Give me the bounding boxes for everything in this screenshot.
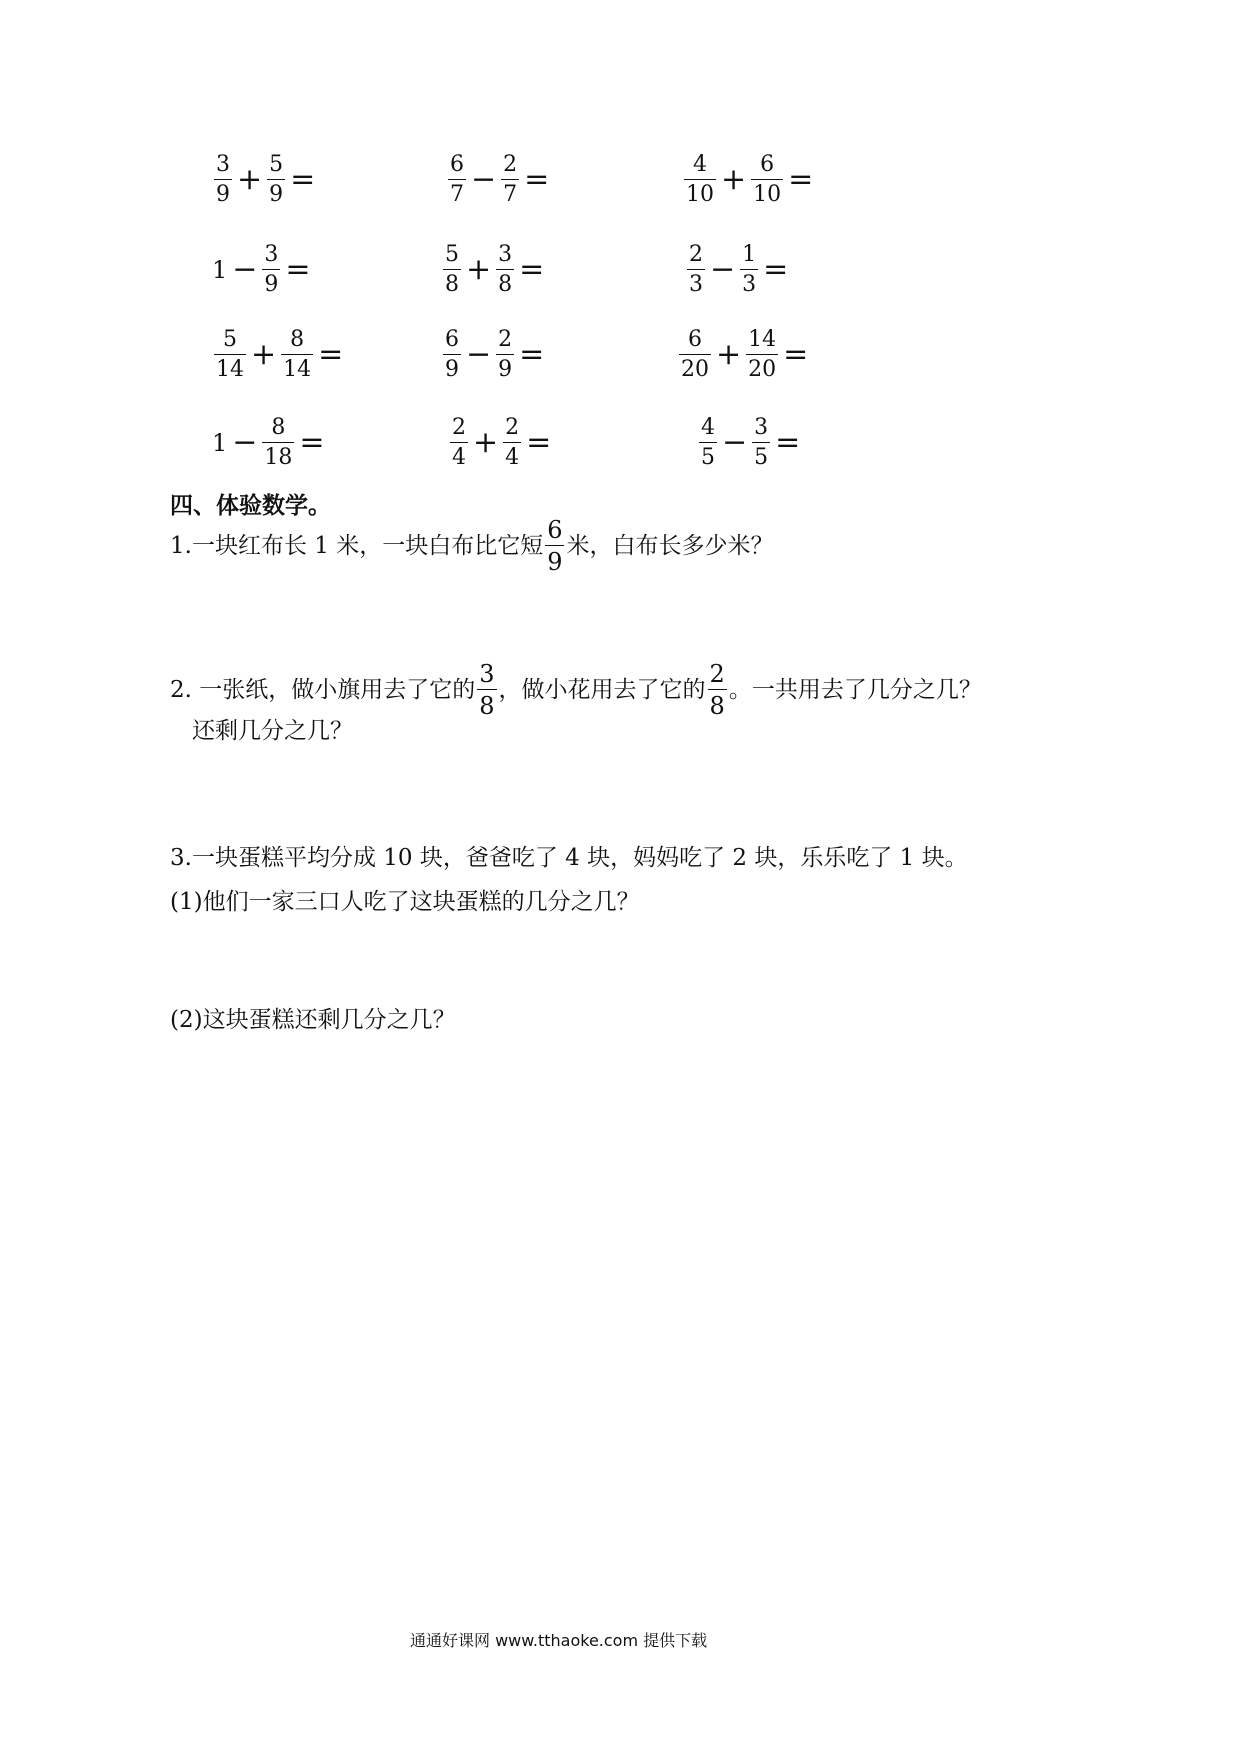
fraction-denominator: 10 — [686, 182, 714, 207]
whole-number: 1 — [212, 256, 228, 284]
exercise-1 — [212, 154, 318, 206]
fraction-denominator: 18 — [264, 445, 293, 470]
question-2 — [170, 662, 982, 718]
minus-sign: − — [722, 425, 748, 460]
fraction-bar — [699, 442, 717, 443]
exercise-7 — [212, 329, 346, 381]
fraction-bar — [752, 442, 770, 443]
fraction-bar — [262, 269, 280, 270]
exercise-4 — [212, 244, 314, 296]
fraction-denominator: 9 — [269, 182, 284, 207]
fraction — [496, 329, 514, 381]
equals-sign: = — [285, 252, 311, 287]
fraction — [751, 154, 783, 206]
fraction-bar — [708, 689, 727, 690]
fraction-numerator: 4 — [701, 415, 715, 440]
fraction-numerator: 2 — [498, 327, 513, 352]
fraction-denominator: 9 — [264, 272, 279, 297]
fraction-bar — [281, 354, 313, 355]
exercise-3 — [682, 154, 816, 206]
fraction-bar — [503, 442, 521, 443]
fraction-denominator: 8 — [498, 272, 513, 297]
fraction-numerator: 2 — [689, 242, 703, 267]
fraction-bar — [501, 179, 519, 180]
fraction — [262, 417, 294, 469]
exercise-12 — [697, 417, 803, 469]
fraction-numerator: 6 — [547, 516, 563, 544]
fraction — [262, 244, 280, 296]
fraction — [450, 417, 468, 469]
fraction — [503, 417, 521, 469]
question-2-fraction-1 — [477, 662, 496, 718]
fraction — [687, 244, 705, 296]
equals-sign: = — [763, 252, 789, 287]
equals-sign: = — [524, 162, 550, 197]
exercise-8 — [441, 329, 547, 381]
fraction-numerator: 1 — [742, 242, 757, 267]
plus-sign: + — [473, 425, 499, 460]
fraction-bar — [443, 354, 461, 355]
minus-sign: − — [710, 252, 736, 287]
exercise-5 — [441, 244, 547, 296]
fraction-denominator: 8 — [709, 692, 725, 720]
fraction-denominator: 14 — [283, 357, 312, 382]
minus-sign: − — [466, 337, 492, 372]
question-1-text-after: 米，白布长多少米？ — [566, 532, 774, 559]
fraction-denominator: 4 — [452, 445, 466, 470]
equals-sign: = — [299, 425, 325, 460]
question-2-text-after: 。一共用去了几分之几？ — [728, 676, 982, 703]
fraction-denominator: 7 — [450, 182, 464, 207]
equals-sign: = — [526, 425, 552, 460]
exercise-6 — [685, 244, 791, 296]
fraction-bar — [679, 354, 711, 355]
fraction-bar — [214, 354, 246, 355]
fraction-bar — [477, 689, 496, 690]
fraction — [443, 244, 461, 296]
footer-credit: 通通好课网 www.tthaoke.com 提供下载 — [410, 1631, 708, 1650]
minus-sign: − — [471, 162, 497, 197]
equals-sign: = — [318, 337, 344, 372]
exercise-11 — [448, 417, 554, 469]
fraction-denominator: 14 — [216, 357, 244, 382]
fraction — [214, 154, 232, 206]
question-1 — [170, 518, 773, 574]
fraction-denominator: 9 — [445, 357, 459, 382]
fraction-denominator: 4 — [505, 445, 520, 470]
question-1-fraction — [545, 518, 564, 574]
fraction-bar — [684, 179, 716, 180]
fraction-bar — [545, 545, 564, 546]
equals-sign: = — [519, 337, 545, 372]
fraction-numerator: 5 — [223, 327, 237, 352]
question-3-part-2: (2)这块蛋糕还剩几分之几？ — [170, 1007, 456, 1033]
fraction-numerator: 6 — [688, 327, 702, 352]
fraction-numerator: 2 — [505, 415, 520, 440]
exercise-9 — [677, 329, 811, 381]
question-2-text-middle: ，做小花用去了它的 — [498, 676, 706, 703]
fraction-bar — [496, 269, 514, 270]
exercise-10 — [212, 417, 328, 469]
fraction-bar — [687, 269, 705, 270]
fraction-numerator: 3 — [754, 415, 769, 440]
fraction-denominator: 3 — [742, 272, 757, 297]
fraction — [679, 329, 711, 381]
fraction-bar — [751, 179, 783, 180]
fraction-denominator: 8 — [445, 272, 459, 297]
fraction-numerator: 6 — [760, 152, 775, 177]
fraction-numerator: 3 — [216, 152, 230, 177]
fraction-numerator: 8 — [290, 327, 305, 352]
fraction-denominator: 3 — [689, 272, 703, 297]
question-3-part-1: (1)他们一家三口人吃了这块蛋糕的几分之几？ — [170, 889, 640, 915]
minus-sign: − — [232, 252, 258, 287]
minus-sign: − — [232, 425, 258, 460]
fraction-numerator: 6 — [450, 152, 464, 177]
fraction — [746, 329, 778, 381]
fraction-numerator: 5 — [445, 242, 459, 267]
plus-sign: + — [251, 337, 277, 372]
equals-sign: = — [519, 252, 545, 287]
fraction — [496, 244, 514, 296]
equals-sign: = — [788, 162, 814, 197]
question-1-text-before: 1.一块红布长 1 米，一块白布比它短 — [170, 532, 544, 559]
fraction — [740, 244, 758, 296]
fraction — [214, 329, 246, 381]
plus-sign: + — [466, 252, 492, 287]
fraction-denominator: 5 — [754, 445, 769, 470]
fraction-bar — [448, 179, 466, 180]
fraction-denominator: 8 — [479, 692, 495, 720]
fraction — [448, 154, 466, 206]
fraction-numerator: 4 — [693, 152, 707, 177]
fraction — [501, 154, 519, 206]
fraction-bar — [496, 354, 514, 355]
fraction-denominator: 9 — [498, 357, 513, 382]
fraction-numerator: 6 — [445, 327, 459, 352]
question-2-text-before: 2. 一张纸，做小旗用去了它的 — [170, 676, 476, 703]
fraction — [752, 417, 770, 469]
fraction-bar — [450, 442, 468, 443]
fraction-denominator: 5 — [701, 445, 715, 470]
fraction-bar — [267, 179, 285, 180]
fraction — [684, 154, 716, 206]
exercise-2 — [446, 154, 552, 206]
fraction-bar — [443, 269, 461, 270]
question-2-line-2: 还剩几分之几？ — [192, 718, 353, 744]
fraction-bar — [214, 179, 232, 180]
fraction-numerator: 5 — [269, 152, 284, 177]
fraction — [443, 329, 461, 381]
section-title: 四、体验数学。 — [170, 493, 331, 519]
fraction-denominator: 20 — [748, 357, 777, 382]
fraction-bar — [262, 442, 294, 443]
fraction-denominator: 9 — [547, 548, 563, 576]
whole-number: 1 — [212, 429, 228, 457]
question-3: 3.一块蛋糕平均分成 10 块，爸爸吃了 4 块，妈妈吃了 2 块，乐乐吃了 1 块。 — [170, 845, 968, 871]
fraction-numerator: 2 — [452, 415, 466, 440]
question-2-fraction-2 — [708, 662, 727, 718]
fraction-bar — [746, 354, 778, 355]
plus-sign: + — [237, 162, 263, 197]
plus-sign: + — [716, 337, 742, 372]
fraction-numerator: 14 — [748, 327, 777, 352]
fraction-numerator: 2 — [503, 152, 518, 177]
fraction-bar — [740, 269, 758, 270]
fraction-numerator: 3 — [479, 660, 495, 688]
fraction-numerator: 3 — [264, 242, 279, 267]
fraction-denominator: 9 — [216, 182, 230, 207]
fraction-numerator: 2 — [709, 660, 725, 688]
fraction-denominator: 7 — [503, 182, 518, 207]
equals-sign: = — [783, 337, 809, 372]
fraction-numerator: 3 — [498, 242, 513, 267]
fraction — [267, 154, 285, 206]
fraction-numerator: 8 — [271, 415, 286, 440]
equals-sign: = — [290, 162, 316, 197]
fraction — [281, 329, 313, 381]
plus-sign: + — [721, 162, 747, 197]
fraction — [699, 417, 717, 469]
fraction-denominator: 10 — [753, 182, 782, 207]
equals-sign: = — [775, 425, 801, 460]
fraction-denominator: 20 — [681, 357, 709, 382]
